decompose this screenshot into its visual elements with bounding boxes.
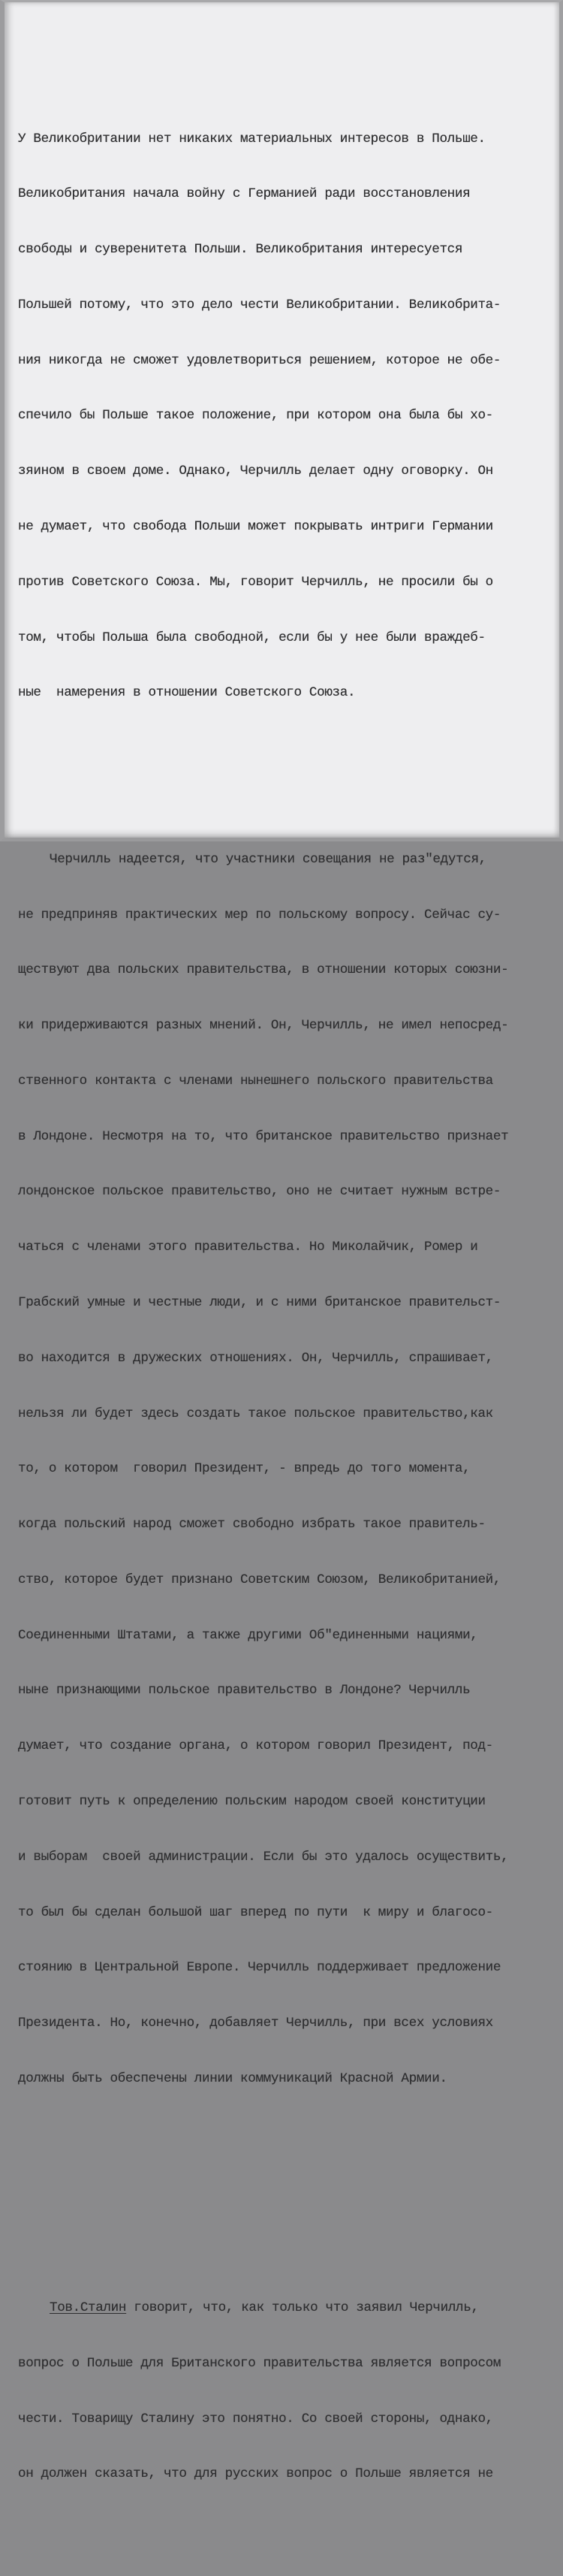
text-line: ственного контакта с членами нынешнего польского правительства (18, 1073, 493, 1089)
text-line: и выборам своей администрации. Если бы это удалось осуществить, (18, 1849, 509, 1865)
text-line-rest: говорит, что, как только что заявил Черчилль, (126, 2300, 479, 2316)
text-line: думает, что создание органа, о котором говорил Президент, под- (18, 1738, 493, 1754)
text-line: Великобритания начала войну с Германией ради восстановления (18, 186, 471, 202)
text-line (18, 2299, 543, 2318)
text-line: У Великобритании нет никаких материальных интересов в Польше. (18, 131, 486, 146)
text-line: чести. Товарищу Сталину это понятно. Со своей стороны, однако, (18, 2411, 493, 2427)
text-line: то был бы сделан большой шаг вперед по пути к миру и благосо- (18, 1904, 493, 1920)
text-line: вопрос о Польше для Британского правительства является вопросом (18, 2355, 501, 2371)
text-line: против Советского Союза. Мы, говорит Черчилль, не просили бы о (18, 574, 493, 590)
text-line: Президента. Но, конечно, добавляет Черчилль, при всех условиях (18, 2016, 493, 2031)
text-line: Черчилль надеется, что участники совещания не раз"едутся, (50, 851, 486, 867)
text-line: Грабский умные и честные люди, и с ними британское правительст- (18, 1294, 501, 1310)
paragraph-3 (18, 2262, 543, 2520)
text-line: Польшей потому, что это дело чести Великобритании. Великобрита- (18, 297, 501, 313)
text-line: ство, которое будет признано Советским Союзом, Великобританией, (18, 1572, 501, 1587)
typewritten-text (18, 19, 543, 2576)
text-line: то, о котором говорил Президент, - впредь до того момента, (18, 1461, 471, 1477)
text-line: не предприняв практических мер по польскому вопросу. Сейчас су- (18, 907, 501, 923)
text-line: нельзя ли будет здесь создать такое польское правительство,как (18, 1406, 493, 1421)
speaker-name: Тов.Сталин (50, 2300, 127, 2316)
text-line: зяином в своем доме. Однако, Черчилль делает одну оговорку. Он (18, 464, 493, 479)
text-line: чаться с членами этого правительства. Но Миколайчик, Ромер и (18, 1240, 478, 1255)
text-line: он должен сказать, что для русских вопрос о Польше является не (18, 2466, 493, 2482)
text-line: свободы и суверенитета Польши. Великобритания интересуется (18, 242, 463, 258)
text-line: ки придерживаются разных мнений. Он, Черчилль, не имел непосред- (18, 1018, 509, 1034)
text-line: том, чтобы Польша была свободной, если бы у нее были враждеб- (18, 630, 486, 645)
text-line: ные намерения в отношении Советского Союза. (18, 685, 356, 701)
text-line: в Лондоне. Несмотря на то, что британское правительство признает (18, 1128, 509, 1144)
text-line: во находится в дружеских отношениях. Он, Черчилль, спрашивает, (18, 1350, 493, 1366)
text-line: спечило бы Польше такое положение, при котором она была бы хо- (18, 408, 493, 424)
text-line: Соединенными Штатами, а также другими Об"единенными нациями, (18, 1627, 478, 1643)
paragraph-2 (18, 814, 543, 2125)
text-line: лондонское польское правительство, оно не считает нужным встре- (18, 1184, 501, 1200)
text-line: ществуют два польских правительства, в отношении которых союзни- (18, 962, 509, 978)
text-line: не думает, что свобода Польши может покрывать интриги Германии (18, 519, 493, 535)
text-line: готовит путь к определению польским народом своей конституции (18, 1794, 486, 1809)
paragraph-1 (18, 92, 543, 739)
text-line: ныне признающими польское правительство в Лондоне? Черчилль (18, 1683, 471, 1699)
text-line: ния никогда не сможет удовлетвориться решением, которое не обе- (18, 352, 501, 368)
text-line: должны быть обеспечены линии коммуникаций Красной Армии. (18, 2070, 447, 2086)
text-line: когда польский народ сможет свободно избрать такое правитель- (18, 1517, 486, 1533)
paragraph-gap (18, 2180, 543, 2188)
text-line: стоянию в Центральной Европе. Черчилль поддерживает предложение (18, 1960, 501, 1976)
